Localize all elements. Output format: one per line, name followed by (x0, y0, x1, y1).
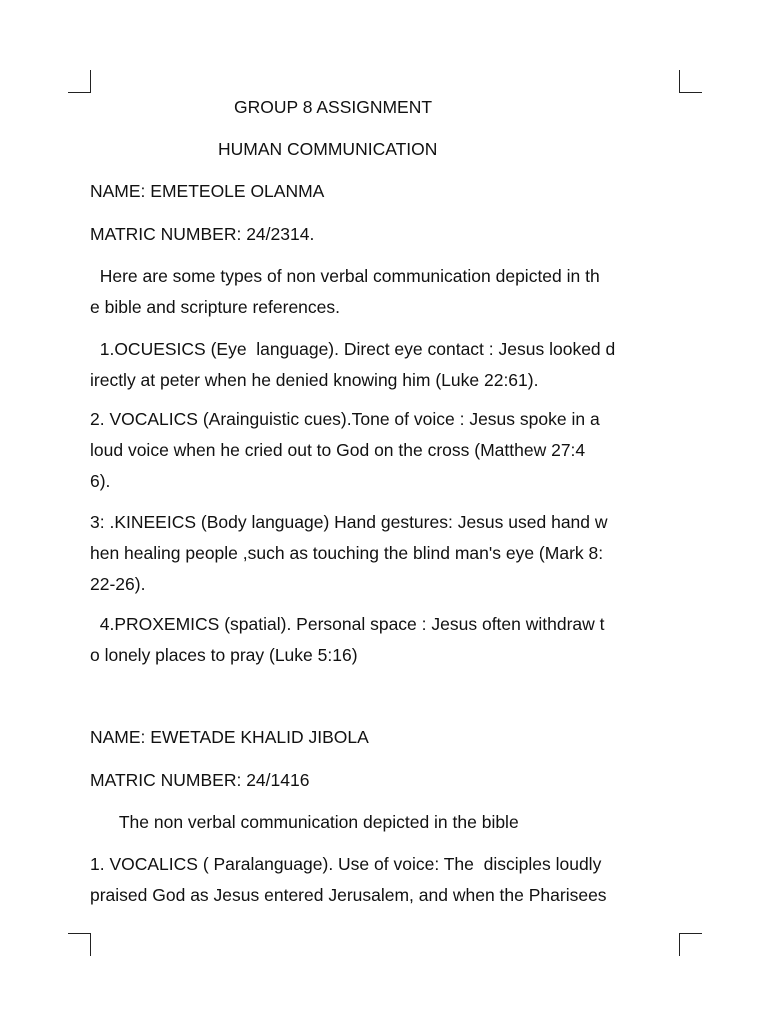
crop-mark-bottom-right (679, 933, 702, 956)
assignment-title: GROUP 8 ASSIGNMENT (234, 97, 433, 117)
paragraph-line: 1.OCUESICS (Eye language). Direct eye contact : Jesus looked d (90, 339, 616, 359)
paragraph-line: 2. VOCALICS (Arainguistic cues).Tone of voice : Jesus spoke in a (90, 409, 600, 429)
list-item-kinesics (90, 507, 678, 600)
crop-mark-bottom-left (68, 933, 91, 956)
crop-mark-top-left (68, 70, 91, 93)
crop-mark-top-right (679, 70, 702, 93)
paragraph-line: 1. VOCALICS ( Paralanguage). Use of voice: The disciples loudly (90, 854, 602, 874)
list-item-vocalics (90, 404, 678, 497)
student-1-name: NAME: EMETEOLE OLANMA (90, 181, 325, 201)
student-2-name: NAME: EWETADE KHALID JIBOLA (90, 727, 369, 747)
list-item-oculesics (90, 334, 678, 396)
student-2-matric-number: MATRIC NUMBER: 24/1416 (90, 770, 310, 790)
list-item-vocalics-2 (90, 849, 678, 911)
paragraph-line: 6). (90, 471, 111, 491)
student-1-matric-number: MATRIC NUMBER: 24/2314. (90, 224, 315, 244)
paragraph-line: 3: .KINEEICS (Body language) Hand gestures: Jesus used hand w (90, 512, 608, 532)
list-item-proxemics (90, 609, 678, 671)
paragraph-line: 4.PROXEMICS (spatial). Personal space : Jesus often withdraw t (90, 614, 605, 634)
student-1-intro-paragraph (90, 261, 678, 323)
paragraph-line: praised God as Jesus entered Jerusalem, and when the Pharisees (90, 885, 607, 905)
course-title: HUMAN COMMUNICATION (218, 139, 438, 159)
paragraph-line: irectly at peter when he denied knowing him (Luke 22:61). (90, 370, 539, 390)
paragraph-line: 22-26). (90, 574, 146, 594)
paragraph-line: Here are some types of non verbal communication depicted in th (90, 266, 600, 286)
paragraph-line: loud voice when he cried out to God on the cross (Matthew 27:4 (90, 440, 586, 460)
paragraph-line: e bible and scripture references. (90, 297, 340, 317)
paragraph-line: o lonely places to pray (Luke 5:16) (90, 645, 358, 665)
student-2-intro-paragraph: The non verbal communication depicted in the bible (90, 812, 519, 832)
paragraph-line: hen healing people ,such as touching the blind man's eye (Mark 8: (90, 543, 604, 563)
